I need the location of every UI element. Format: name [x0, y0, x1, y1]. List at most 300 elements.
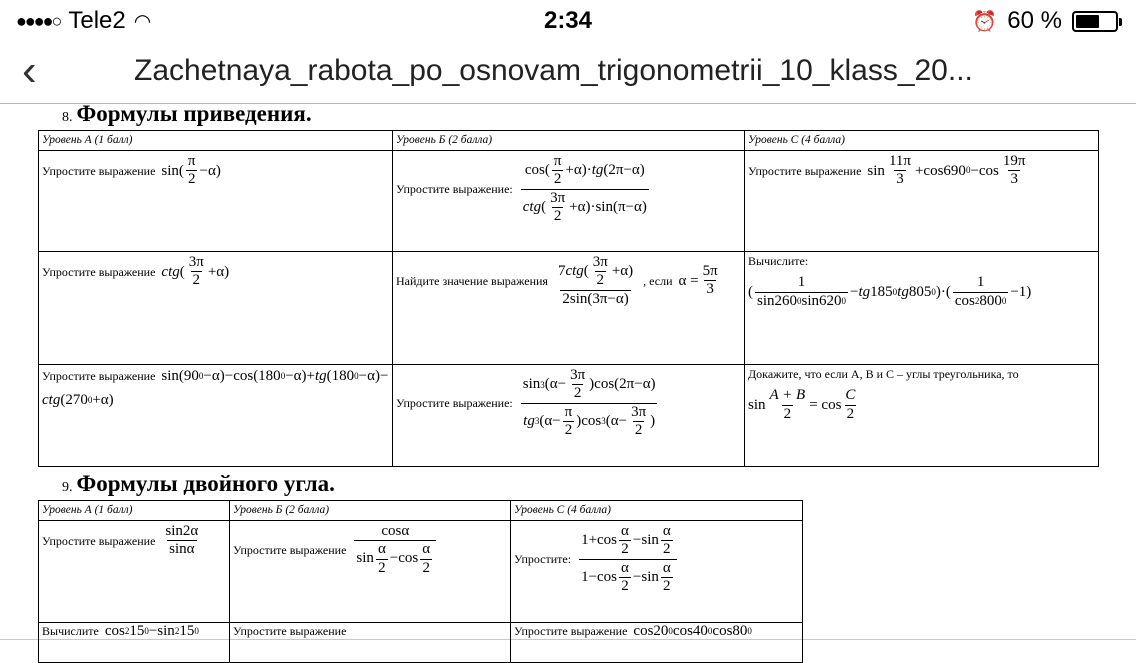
formula-text: = cos — [809, 397, 842, 414]
level-header: Уровень С (4 балла) — [745, 131, 1099, 151]
formula-text: sinα — [169, 541, 195, 558]
formula-text: (α− — [539, 412, 561, 429]
fraction-numerator — [701, 263, 720, 280]
fraction — [187, 254, 206, 290]
back-chevron-icon[interactable]: ‹ — [22, 46, 37, 95]
fraction — [568, 367, 587, 403]
fraction-numerator — [568, 367, 587, 384]
task-content — [748, 153, 1095, 189]
task-cell — [230, 623, 511, 663]
formula-text: 7 — [557, 263, 566, 280]
fraction — [556, 254, 635, 308]
formula-text: 2 — [621, 541, 629, 558]
fraction — [768, 387, 808, 423]
signal-icon: ●●●●○ — [16, 10, 61, 31]
formula-italic: A + B — [769, 387, 806, 404]
formula-text: 2 — [596, 272, 605, 289]
task-label: Докажите, что если A, B и C – углы треугольника, то — [748, 367, 1019, 381]
task-row — [39, 521, 803, 623]
fraction-denominator — [167, 540, 196, 558]
formula-text: π — [564, 403, 573, 420]
fraction — [887, 153, 913, 189]
formula-text: 2 — [621, 577, 629, 594]
formula-text: sin620 — [801, 292, 842, 309]
task-label: Упростите выражение — [42, 533, 156, 548]
task-cell — [511, 521, 803, 623]
formula-text: α — [662, 523, 671, 539]
task-cell — [39, 252, 393, 365]
formula — [161, 523, 202, 559]
formula-italic: tg — [591, 162, 604, 179]
formula-italic: ctg — [565, 263, 584, 280]
fraction-denominator — [953, 292, 1009, 310]
formula-text: sin — [356, 550, 374, 567]
formula-text: ( — [541, 198, 547, 215]
fraction-numerator — [552, 153, 564, 170]
formula-text: cos80 — [712, 623, 748, 639]
formula-text: −α)−cos(180 — [203, 368, 281, 384]
formula — [577, 523, 679, 595]
formula-text: 15 — [179, 623, 195, 639]
formula — [105, 624, 199, 639]
fraction — [755, 274, 848, 310]
formula-text: +α) — [207, 263, 230, 280]
formula-superscript: 0 — [931, 286, 936, 297]
level-header: Уровень Б (2 балла) — [393, 131, 745, 151]
fraction — [591, 254, 610, 290]
formula-text: ( — [748, 284, 753, 301]
formula-superscript: 0 — [144, 626, 149, 636]
formula-superscript: 3 — [601, 416, 606, 427]
fraction-numerator — [163, 523, 200, 540]
formula — [554, 254, 637, 308]
formula-text: 1−cos — [581, 568, 618, 585]
formula-text: 185 — [870, 284, 893, 301]
task-row — [39, 252, 1099, 365]
fraction-numerator — [975, 274, 987, 291]
fraction-denominator — [552, 170, 564, 188]
fraction-numerator — [579, 523, 677, 559]
formula-text: )cos(2π−α) — [589, 376, 656, 393]
formula-text: 3π — [631, 403, 647, 420]
fraction-numerator — [379, 523, 411, 540]
formula-superscript: 2 — [174, 626, 180, 636]
task-row — [39, 151, 1099, 252]
formula-italic: tg — [858, 284, 871, 301]
fraction-denominator — [661, 540, 673, 558]
formula-text: 2 — [573, 385, 582, 402]
fraction — [619, 523, 631, 559]
task-label: Упростите выражение: — [396, 395, 513, 410]
formula-text: sin(90 — [161, 368, 199, 384]
fraction-denominator — [354, 540, 436, 577]
formula-text: sin — [522, 376, 541, 393]
formula-italic: tg — [523, 412, 535, 429]
section-8-number: 8. — [62, 110, 73, 125]
formula — [352, 523, 438, 577]
formula-text: 1 — [797, 274, 806, 291]
fraction — [843, 387, 857, 423]
formula-text: − — [850, 284, 859, 301]
battery-percent: 60 % — [1007, 7, 1062, 34]
level-header: Уровень А (1 балл) — [39, 131, 393, 151]
fraction-numerator — [661, 560, 673, 577]
formula-superscript: 0 — [194, 626, 199, 636]
formula-text: 11π — [888, 153, 911, 169]
formula-superscript: 0 — [965, 165, 971, 176]
formula-text: 5π — [702, 263, 718, 280]
formula-text: 2 — [422, 559, 430, 576]
fraction-denominator — [1008, 170, 1020, 188]
fraction-denominator — [560, 290, 630, 308]
formula-italic: C — [845, 387, 856, 404]
task-label: Упростите выражение — [42, 264, 156, 279]
fraction-numerator — [629, 404, 648, 421]
fraction-denominator — [420, 559, 432, 577]
level-header: Уровень А (1 балл) — [39, 501, 230, 521]
formula-text: 2 — [187, 171, 196, 188]
formula-superscript: 2 — [974, 296, 980, 307]
fraction — [953, 274, 1009, 310]
status-bar — [0, 0, 1136, 42]
formula-italic: tg — [314, 368, 327, 384]
formula-superscript: 0 — [198, 370, 204, 381]
formula-text: 3 — [896, 171, 904, 188]
task-cell — [745, 151, 1099, 252]
formula-text: cosα — [381, 523, 410, 539]
formula-text: −α)+ — [285, 368, 315, 384]
fraction-denominator — [191, 271, 203, 289]
task-content — [42, 523, 226, 559]
fraction-numerator — [187, 254, 206, 271]
formula-text: ) — [650, 412, 656, 429]
fraction-denominator — [619, 540, 631, 558]
task-content — [42, 367, 389, 409]
formula-text: 2sin(3π−α) — [562, 290, 629, 307]
formula-text: 19π — [1002, 153, 1026, 169]
formula-text: α = — [678, 272, 699, 289]
level-header: Уровень Б (2 балла) — [230, 501, 511, 521]
formula-text: cos40 — [672, 623, 708, 639]
task-content — [514, 624, 799, 639]
formula — [519, 153, 651, 225]
header-row — [39, 501, 803, 521]
section-8-title: Формулы приведения. — [76, 101, 312, 126]
formula-text: 1+cos — [581, 532, 618, 549]
alarm-icon: ⏰ — [972, 10, 998, 33]
fraction-numerator — [1001, 153, 1028, 170]
task-label: Упростите выражение — [233, 542, 347, 557]
fraction-denominator — [845, 405, 857, 423]
formula-text: 3π — [592, 254, 608, 270]
formula — [633, 624, 752, 639]
task-label: Вычислите: — [748, 254, 809, 268]
task-content — [396, 367, 741, 439]
formula-text: −1) — [1010, 284, 1032, 301]
task-label: , если — [643, 273, 673, 288]
fraction — [163, 523, 200, 559]
fraction — [376, 541, 388, 577]
formula — [748, 274, 1031, 310]
formula-italic: tg — [897, 284, 909, 301]
fraction — [563, 404, 575, 440]
formula-superscript: 0 — [892, 286, 898, 297]
formula-text: 2 — [553, 207, 562, 224]
fraction-denominator — [521, 403, 657, 440]
formula — [161, 367, 388, 385]
fraction-denominator — [563, 421, 575, 439]
task-cell — [39, 623, 230, 663]
task-content — [42, 624, 226, 639]
fraction-denominator — [552, 207, 564, 225]
section-9-heading — [62, 471, 335, 497]
fraction — [661, 560, 673, 596]
formula-text: π — [553, 153, 562, 169]
task-cell — [39, 521, 230, 623]
formula-text: α — [422, 541, 431, 558]
fraction-denominator — [521, 189, 649, 226]
fraction-numerator — [376, 541, 388, 558]
task-label: Найдите значение выражения — [396, 273, 548, 288]
formula-text: 3π — [188, 254, 204, 270]
formula-text: +α) — [611, 263, 634, 280]
task-cell — [393, 252, 745, 365]
formula-text: (α− — [605, 412, 628, 429]
formula-superscript: 0 — [747, 626, 752, 636]
formula-text: α — [377, 541, 386, 558]
fraction-denominator — [755, 292, 848, 310]
task-row — [39, 623, 803, 663]
formula-text: (270 — [60, 392, 88, 408]
formula-text: π — [187, 153, 196, 169]
task-label: Упростите выражение — [514, 624, 628, 638]
formula-superscript: 0 — [841, 296, 847, 307]
formula-text: 2 — [846, 405, 855, 422]
fraction-numerator — [556, 254, 635, 290]
formula — [161, 153, 220, 189]
formula-text: 2 — [192, 272, 201, 289]
fraction-numerator — [563, 404, 575, 421]
task-content — [42, 153, 389, 189]
fraction — [701, 263, 720, 299]
task-label: Упростите выражение — [42, 368, 156, 383]
task-cell — [39, 365, 393, 467]
task-content — [514, 523, 799, 595]
task-label: Упростите: — [514, 551, 572, 566]
formula-text: α — [621, 523, 629, 539]
fraction-numerator — [186, 153, 198, 170]
fraction — [579, 523, 677, 595]
formula-superscript: 0 — [280, 370, 286, 381]
formula-text: −sin — [632, 568, 659, 585]
formula-text: α — [621, 559, 629, 576]
task-content — [748, 254, 1095, 310]
fraction-numerator — [619, 560, 631, 577]
formula-text: 3 — [1010, 171, 1018, 188]
formula-text: −sin — [148, 623, 175, 639]
formula-superscript: 3 — [534, 416, 540, 427]
task-content — [233, 624, 507, 638]
fraction-denominator — [704, 280, 716, 298]
fraction-numerator — [796, 274, 808, 291]
formula-text: cos( — [524, 162, 550, 179]
header-row — [39, 131, 1099, 151]
task-cell — [393, 365, 745, 467]
fraction-numerator — [661, 523, 673, 540]
formula-superscript: 0 — [668, 626, 673, 636]
fraction-numerator — [887, 153, 913, 170]
formula-text: cos — [954, 292, 975, 309]
formula-text: +α)·sin(π−α) — [569, 198, 647, 215]
task-label: Упростите выражение — [42, 163, 156, 178]
formula-text: −α) — [199, 162, 221, 179]
table-section-8 — [38, 130, 1099, 467]
task-label: Упростите выражение: — [396, 181, 513, 196]
task-cell — [230, 521, 511, 623]
fraction — [661, 523, 673, 559]
fraction-denominator — [579, 559, 677, 596]
formula-text: +α)· — [565, 162, 592, 179]
task-cell — [511, 623, 803, 663]
fraction-denominator — [572, 384, 584, 402]
formula-text: (2π−α) — [603, 162, 645, 179]
formula-text: 3π — [550, 189, 566, 206]
formula-text: sin( — [161, 162, 184, 179]
formula-text: 3 — [706, 281, 714, 298]
fraction-numerator — [591, 254, 610, 271]
formula-text: 2 — [663, 541, 671, 558]
formula-text: 800 — [979, 292, 1002, 309]
formula-text: −cos — [389, 550, 419, 567]
formula-text: cos20 — [633, 623, 669, 639]
fraction — [420, 541, 432, 577]
formula-text: 1 — [976, 274, 985, 291]
formula-superscript: 0 — [707, 626, 713, 636]
fraction-numerator — [619, 523, 631, 540]
section-8-heading — [62, 101, 312, 127]
task-label: Упростите выражение — [233, 624, 347, 638]
task-label: Вычислите — [42, 624, 99, 638]
fraction — [619, 560, 631, 596]
formula-superscript: 0 — [797, 296, 802, 307]
formula-text: 3π — [570, 367, 586, 383]
fraction — [1001, 153, 1028, 189]
fraction — [548, 190, 567, 226]
task-content — [748, 367, 1095, 423]
formula-text: 805 — [908, 284, 932, 301]
formula-text: (α− — [544, 376, 567, 393]
task-content — [42, 254, 389, 290]
formula-text: +α) — [92, 392, 114, 408]
fraction-denominator — [782, 405, 794, 423]
formula — [867, 153, 1029, 189]
formula-text: (180 — [326, 368, 355, 384]
formula-text: 2 — [378, 559, 386, 576]
task-row — [39, 365, 1099, 467]
formula-text: 2 — [663, 577, 671, 594]
formula-text: )·( — [935, 284, 951, 301]
formula-text: sin2α — [165, 523, 199, 539]
task-label: Упростите выражение — [748, 163, 862, 178]
task-content — [396, 153, 741, 225]
formula-text: α — [662, 559, 671, 576]
section-9-title: Формулы двойного угла. — [76, 471, 335, 496]
formula — [161, 254, 229, 290]
formula-superscript: 0 — [354, 370, 359, 381]
carrier: Tele2 — [68, 7, 126, 34]
task-cell — [393, 151, 745, 252]
fraction-numerator — [768, 387, 808, 404]
fraction — [552, 153, 564, 189]
fraction-numerator — [521, 367, 658, 403]
formula-text: ( — [583, 263, 589, 280]
fraction-denominator — [661, 577, 673, 595]
formula-text: −cos — [970, 162, 999, 179]
formula — [42, 391, 114, 409]
formula-italic: ctg — [161, 263, 180, 280]
fraction-denominator — [595, 271, 607, 289]
formula-text: sin — [867, 162, 885, 179]
formula-text: +cos690 — [914, 162, 966, 179]
task-cell — [39, 151, 393, 252]
formula — [679, 263, 722, 299]
fraction — [521, 153, 649, 225]
task-content — [233, 523, 507, 577]
task-cell — [745, 365, 1099, 467]
fraction-numerator — [523, 153, 647, 189]
formula-italic: ctg — [42, 392, 61, 408]
formula-text: 2 — [783, 405, 792, 422]
battery-icon — [1072, 11, 1118, 32]
formula-text: −sin — [632, 532, 659, 549]
battery-fill — [1076, 15, 1099, 28]
fraction-numerator — [843, 387, 857, 404]
formula-text: sin — [748, 397, 766, 414]
formula-superscript: 2 — [124, 626, 130, 636]
formula-text: ( — [179, 263, 185, 280]
formula-text: cos — [104, 623, 125, 639]
level-header: Уровень С (4 балла) — [511, 501, 803, 521]
wifi-icon: ◠ — [133, 10, 152, 33]
formula-superscript: 3 — [540, 379, 545, 390]
task-content — [396, 254, 741, 308]
table-section-9 — [38, 500, 803, 663]
formula-text: 2 — [634, 421, 643, 438]
fraction-denominator — [633, 421, 645, 439]
formula-text: )cos — [576, 412, 602, 429]
formula-text: 15 — [129, 623, 145, 639]
fraction-numerator — [548, 190, 567, 207]
formula-superscript: 0 — [87, 394, 93, 405]
fraction-denominator — [376, 559, 388, 577]
fraction — [521, 367, 658, 439]
nav-bar — [0, 42, 1136, 104]
fraction — [629, 404, 648, 440]
section-9-number: 9. — [62, 480, 73, 495]
clock: 2:34 — [543, 7, 593, 34]
fraction — [186, 153, 198, 189]
fraction — [354, 523, 436, 577]
formula — [748, 387, 859, 423]
formula-superscript: 0 — [1001, 296, 1007, 307]
formula-italic: ctg — [522, 198, 542, 215]
fraction-denominator — [186, 170, 198, 188]
task-cell — [745, 252, 1099, 365]
formula-text: 2 — [553, 171, 562, 188]
fraction-denominator — [619, 577, 631, 595]
formula-text: 2 — [564, 421, 573, 438]
fraction-denominator — [894, 170, 906, 188]
